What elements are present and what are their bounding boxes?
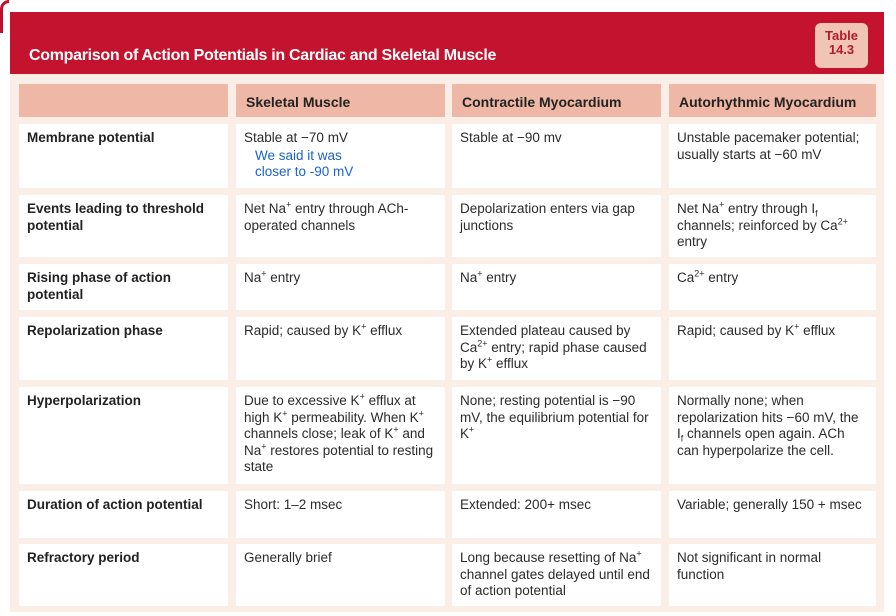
table-row-label: Membrane potential (19, 124, 228, 188)
header-autorhythmic: Autorhythmic Myocardium (669, 84, 876, 117)
header-contractile: Contractile Myocardium (452, 84, 661, 117)
table-cell: Stable at −70 mV We said it was closer to -90 mV (236, 124, 445, 188)
table-cell: $Ca^{2+}$ entry (669, 264, 876, 310)
table-cell: None; resting potential is −90 mV, the equilibrium potential for K+ (452, 387, 661, 484)
corner-decoration (0, 0, 9, 33)
table-title: Comparison of Action Potentials in Cardiac and Skeletal Muscle (29, 47, 497, 64)
table-row-label: Refractory period (19, 544, 228, 606)
handwritten-annotation: We said it was closer to -90 mV (255, 147, 354, 179)
table-cell: Depolarization enters via gap junctions (452, 195, 661, 257)
table-cell: Long because resetting of Na+ channel gates delayed until end of action potential (452, 544, 661, 606)
header-corner (19, 84, 228, 117)
table-cell: Due to excessive K+ efflux at high K+ permeability. When K+ channels close; leak of K+ and Na+ restores potential to resting state (236, 387, 445, 484)
table-cell: Net Na+ entry through $I_f$ channels; reinforced by $Ca^{2+}$ entry (669, 195, 876, 257)
table-cell: Rapid; caused by K+ efflux (236, 317, 445, 380)
table-cell: Normally none; when repolarization hits −60 mV, the $I_f$ channels open again. ACh can hyperpolarize the cell. (669, 387, 876, 484)
table-cell: Stable at −90 mv (452, 124, 661, 188)
table-cell: Na+ entry (452, 264, 661, 310)
table-row-label: Events leading to threshold potential (19, 195, 228, 257)
table-cell: Unstable pacemaker potential; usually starts at −60 mV (669, 124, 876, 188)
table-cell: Na+ entry (236, 264, 445, 310)
table-cell: Extended: 200+ msec (452, 491, 661, 538)
table-cell: Net Na+ entry through ACh-operated channels (236, 195, 445, 257)
badge-label: Table (825, 28, 858, 43)
table-cell: Extended plateau caused by $Ca^{2+}$ entry; rapid phase caused by K+ efflux (452, 317, 661, 380)
table-cell: Short: 1–2 msec (236, 491, 445, 538)
table-cell: Rapid; caused by K+ efflux (669, 317, 876, 380)
badge-number: 14.3 (828, 42, 855, 57)
table-row-label: Hyperpolarization (19, 387, 228, 484)
table-cell: Generally brief (236, 544, 445, 606)
header-skeletal: Skeletal Muscle (236, 84, 445, 117)
table-row-label: Rising phase of action potential (19, 264, 228, 310)
table-cell: Not significant in normal function (669, 544, 876, 606)
table-number-badge (815, 23, 868, 68)
table-cell: Variable; generally 150 + msec (669, 491, 876, 538)
table-banner (10, 12, 884, 74)
table-row-label: Duration of action potential (19, 491, 228, 538)
table-row-label: Repolarization phase (19, 317, 228, 380)
